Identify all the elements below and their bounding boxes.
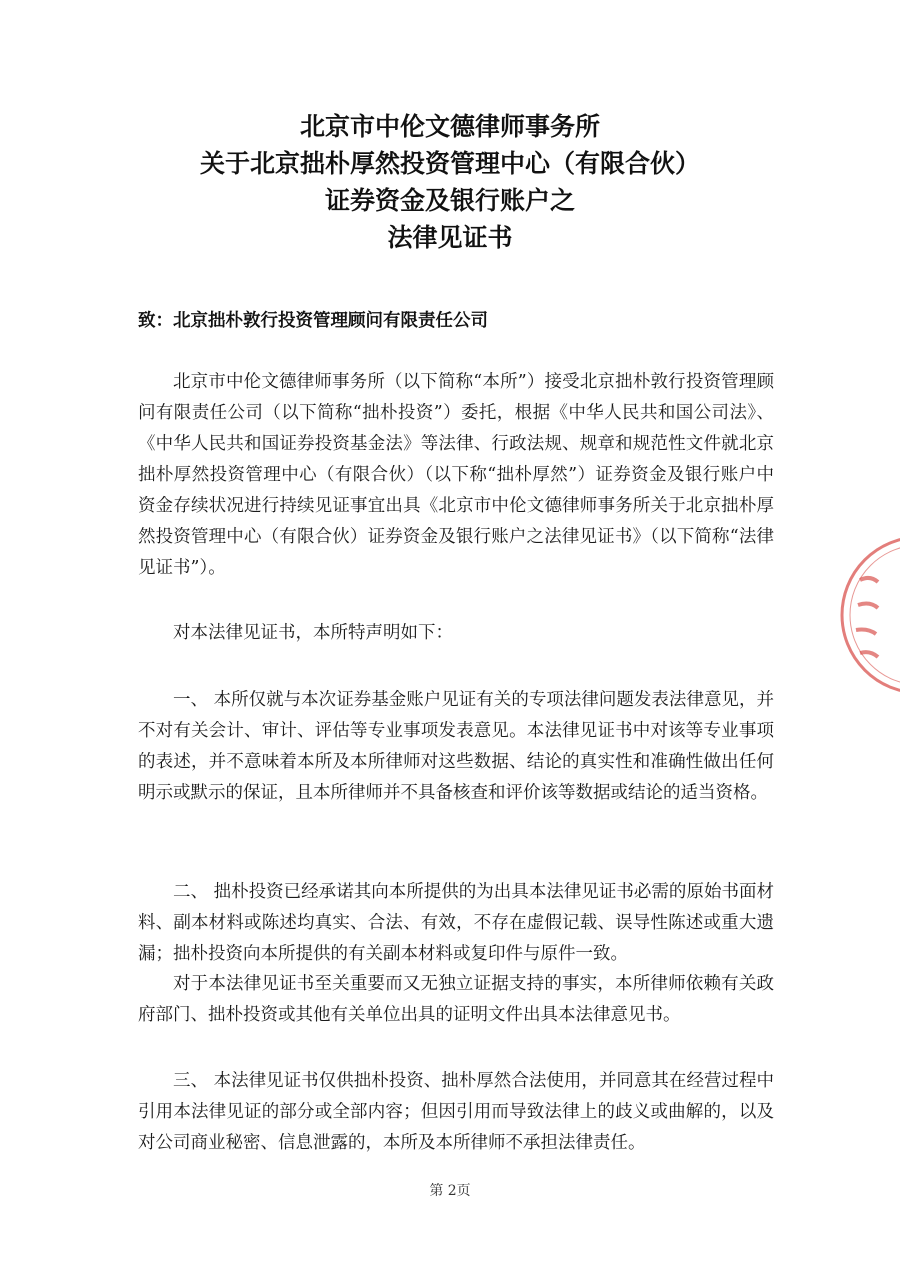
title-line-2: 关于北京拙朴厚然投资管理中心（有限合伙） [199, 149, 700, 178]
paragraph-declaration: 对本法律见证书，本所特声明如下： [173, 623, 453, 643]
document-title [0, 108, 900, 256]
seal-mark [856, 578, 878, 657]
addressee-line: 致：北京拙朴敦行投资管理顾问有限责任公司 [138, 311, 488, 331]
paragraph-item-3: 三、 本法律见证书仅供拙朴投资、拙朴厚然合法使用，并同意其在经营过程中引用本法律见证的部分或全部内容；但因引用而导致法律上的歧义或曲解的，以及对公司商业秘密、信息泄露的，本所及本所律师不承担法律责任。 [138, 1071, 774, 1153]
paragraph-intro: 北京市中伦文德律师事务所（以下简称“本所”）接受北京拙朴敦行投资管理顾问有限责任公司（以下简称“拙朴投资”）委托，根据《中华人民共和国公司法》、《中华人民共和国证券投资基金法》等法律、行政法规、规章和规范性文件就北京拙朴厚然投资管理中心（有限合伙）（以下称“拙朴厚然”）证券资金及银行账户中资金存续状况进行持续见证事宜出具《北京市中伦文德律师事务所关于北京拙朴厚然投资管理中心（有限合伙）证券资金及银行账户之法律见证书》（以下简称“法律见证书”）。 [138, 372, 774, 578]
seal-outer-ring [842, 537, 900, 693]
seal-stamp-icon [830, 525, 900, 705]
paragraph-item-1: 一、 本所仅就与本次证券基金账户见证有关的专项法律问题发表法律意见，并不对有关会计、审计、评估等专业事项发表意见。本法律见证书中对该等专业事项的表述，并不意味着本所及本所律师对这些数据、结论的真实性和准确性做出任何明示或默示的保证，且本所律师并不具备核查和评价该等数据或结论的适当资格。 [138, 690, 774, 803]
paragraph-item-2: 二、 拙朴投资已经承诺其向本所提供的为出具本法律见证书必需的原始书面材料、副本材料或陈述均真实、合法、有效，不存在虚假记载、误导性陈述或重大遗漏；拙朴投资向本所提供的有关副本材料或复印件与原件一致。 [138, 882, 774, 964]
title-line-1: 北京市中伦文德律师事务所 [299, 112, 600, 141]
title-line-3: 证券资金及银行账户之 [324, 186, 575, 215]
paragraph-item-2-cont: 对于本法律见证书至关重要而又无独立证据支持的事实，本所律师依赖有关政府部门、拙朴投资或其他有关单位出具的证明文件出具本法律意见书。 [138, 974, 774, 1025]
title-line-4: 法律见证书 [387, 223, 513, 252]
page-number: 第 2页 [429, 1183, 471, 1199]
